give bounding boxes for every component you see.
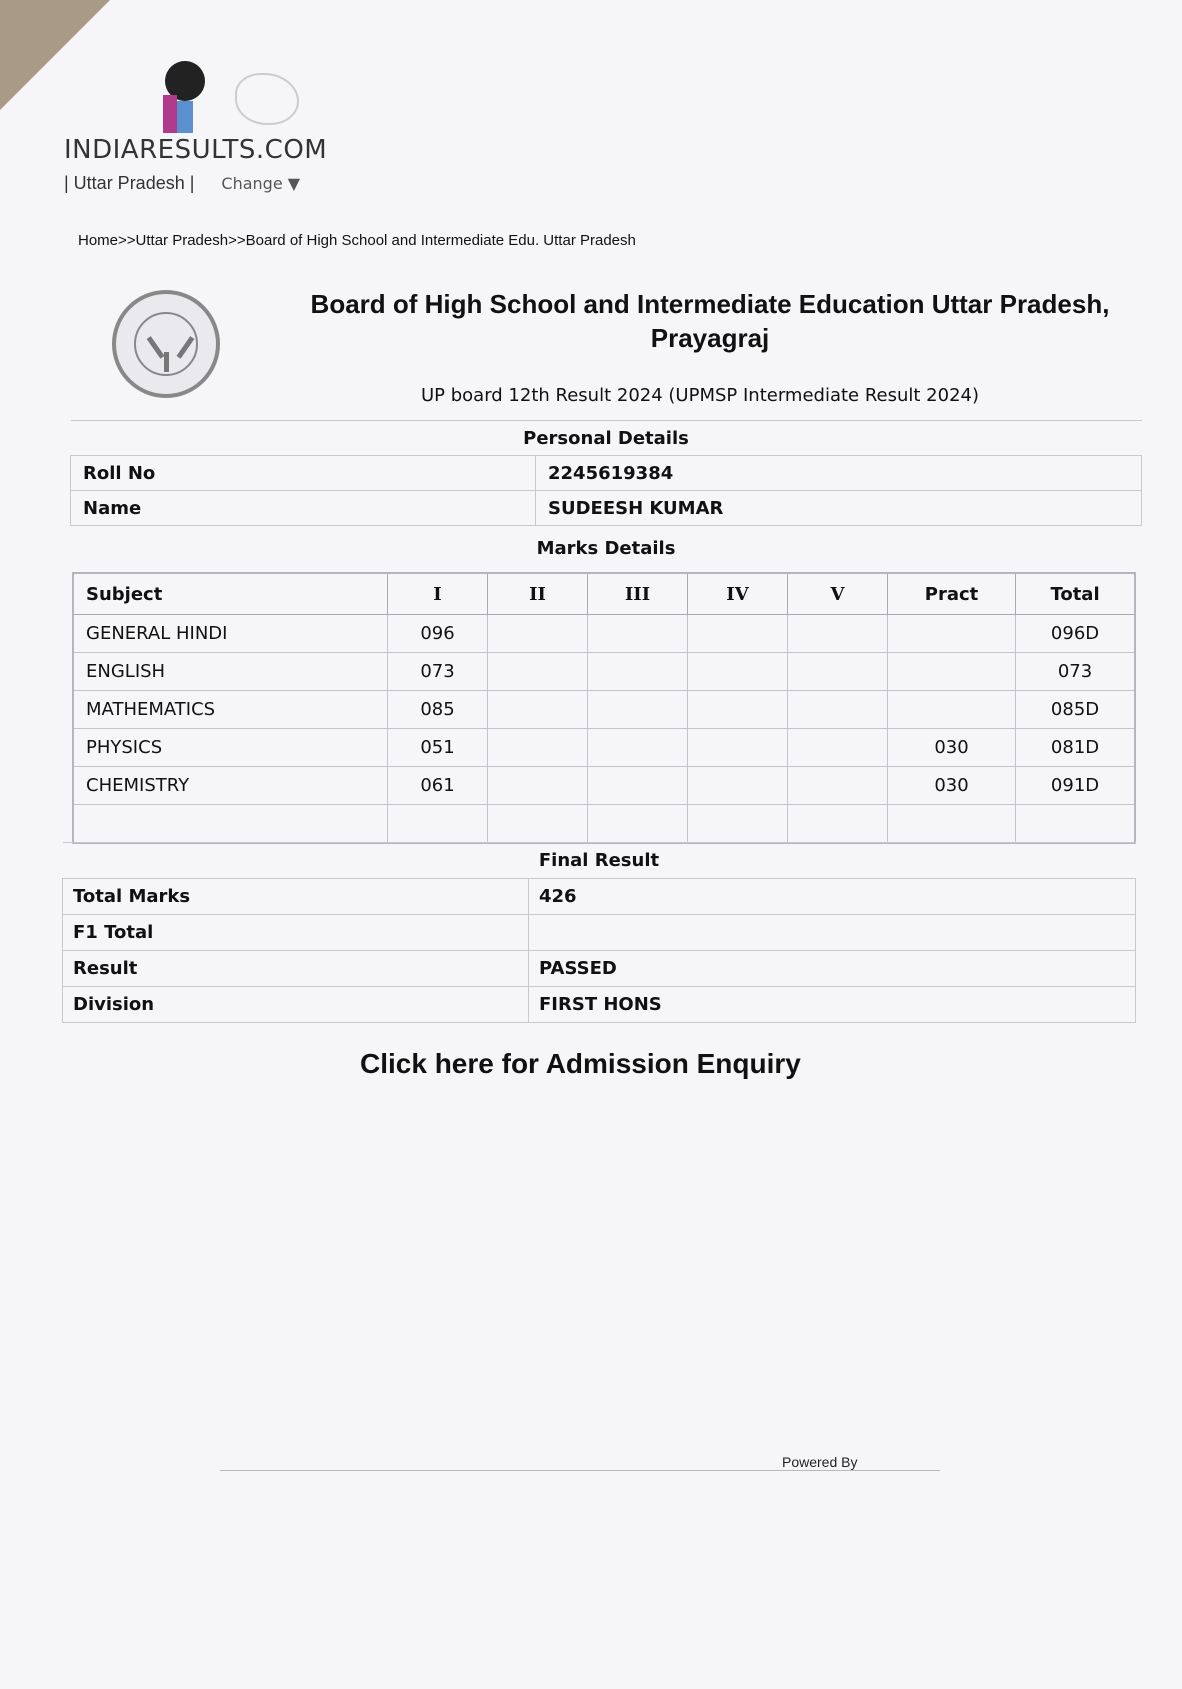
mark-cell bbox=[688, 729, 788, 767]
board-seal-icon bbox=[112, 290, 220, 398]
admission-enquiry-link[interactable]: Click here for Admission Enquiry bbox=[360, 1048, 801, 1079]
breadcrumb-home[interactable]: Home bbox=[78, 232, 119, 249]
mark-cell bbox=[488, 729, 588, 767]
mark-cell bbox=[588, 615, 688, 653]
table-row bbox=[73, 805, 1135, 844]
total-cell: 091D bbox=[1016, 767, 1135, 805]
mark-cell bbox=[588, 805, 688, 844]
up-map-icon bbox=[235, 73, 299, 125]
subject-cell: CHEMISTRY bbox=[73, 767, 388, 805]
footer-divider bbox=[220, 1470, 940, 1471]
mark-cell bbox=[488, 805, 588, 844]
mark-cell bbox=[688, 691, 788, 729]
pract-cell bbox=[888, 691, 1016, 729]
table-row bbox=[73, 691, 1135, 729]
column-header: Subject bbox=[73, 573, 388, 615]
f1-total-value bbox=[529, 915, 1136, 951]
pract-cell: 030 bbox=[888, 729, 1016, 767]
seal-emblem bbox=[134, 312, 198, 376]
mark-cell bbox=[588, 653, 688, 691]
state-label: | Uttar Pradesh | bbox=[64, 173, 195, 193]
table-row bbox=[71, 491, 1142, 526]
table-row bbox=[73, 615, 1135, 653]
marks-header-row bbox=[73, 573, 1135, 615]
logo-figure-accent bbox=[177, 101, 193, 133]
total-cell: 081D bbox=[1016, 729, 1135, 767]
table-row bbox=[63, 843, 1136, 879]
page-subtitle: UP board 12th Result 2024 (UPMSP Intermediate Result 2024) bbox=[420, 385, 980, 406]
breadcrumb bbox=[78, 232, 636, 249]
total-cell: 085D bbox=[1016, 691, 1135, 729]
column-header: I bbox=[388, 573, 488, 615]
pract-cell bbox=[888, 615, 1016, 653]
mark-cell bbox=[788, 615, 888, 653]
mark-cell bbox=[388, 805, 488, 844]
seal-emblem-stroke bbox=[167, 329, 195, 358]
mark-cell: 073 bbox=[388, 653, 488, 691]
total-cell bbox=[1016, 805, 1135, 844]
pract-cell bbox=[888, 653, 1016, 691]
mark-cell bbox=[788, 653, 888, 691]
f1-total-label: F1 Total bbox=[63, 915, 529, 951]
total-marks-value: 426 bbox=[529, 879, 1136, 915]
mark-cell bbox=[788, 767, 888, 805]
pract-cell: 030 bbox=[888, 767, 1016, 805]
table-row bbox=[73, 729, 1135, 767]
subject-cell: MATHEMATICS bbox=[73, 691, 388, 729]
mark-cell bbox=[588, 729, 688, 767]
subject-cell: ENGLISH bbox=[73, 653, 388, 691]
roll-no-label: Roll No bbox=[71, 456, 536, 491]
table-row bbox=[73, 767, 1135, 805]
column-header: II bbox=[488, 573, 588, 615]
mark-cell bbox=[488, 653, 588, 691]
logo-figure-icon bbox=[163, 95, 177, 133]
mark-cell bbox=[488, 767, 588, 805]
mark-cell bbox=[588, 691, 688, 729]
subject-cell: GENERAL HINDI bbox=[73, 615, 388, 653]
name-value: SUDEESH KUMAR bbox=[536, 491, 1142, 526]
mark-cell bbox=[688, 615, 788, 653]
breadcrumb-state[interactable]: Uttar Pradesh bbox=[135, 232, 229, 249]
table-row bbox=[63, 915, 1136, 951]
powered-by-label: Powered By bbox=[782, 1454, 858, 1470]
total-cell: 073 bbox=[1016, 653, 1135, 691]
mark-cell bbox=[688, 653, 788, 691]
logo-text: INDIARESULTS.COM bbox=[64, 135, 328, 165]
page-title: Board of High School and Intermediate Education Uttar Pradesh, Prayagraj bbox=[310, 289, 1110, 353]
table-row bbox=[63, 987, 1136, 1023]
mark-cell: 085 bbox=[388, 691, 488, 729]
seal-emblem-stroke bbox=[164, 352, 169, 372]
mark-cell bbox=[788, 729, 888, 767]
state-selector bbox=[64, 173, 300, 194]
table-row bbox=[63, 951, 1136, 987]
mark-cell bbox=[788, 691, 888, 729]
column-header: V bbox=[788, 573, 888, 615]
breadcrumb-separator: >> bbox=[118, 232, 136, 249]
table-row bbox=[63, 879, 1136, 915]
table-row bbox=[71, 421, 1142, 456]
final-result-heading: Final Result bbox=[63, 843, 1136, 879]
table-row bbox=[71, 456, 1142, 491]
roll-no-value: 2245619384 bbox=[536, 456, 1142, 491]
subject-cell: PHYSICS bbox=[73, 729, 388, 767]
breadcrumb-separator: >> bbox=[228, 232, 246, 249]
mark-cell bbox=[788, 805, 888, 844]
column-header: III bbox=[588, 573, 688, 615]
mark-cell bbox=[488, 615, 588, 653]
division-label: Division bbox=[63, 987, 529, 1023]
mark-cell: 096 bbox=[388, 615, 488, 653]
subject-cell bbox=[73, 805, 388, 844]
name-label: Name bbox=[71, 491, 536, 526]
mark-cell bbox=[588, 767, 688, 805]
mark-cell bbox=[688, 767, 788, 805]
breadcrumb-board[interactable]: Board of High School and Intermediate Edu. Uttar Pradesh bbox=[245, 232, 636, 249]
column-header: IV bbox=[688, 573, 788, 615]
change-state-button[interactable]: Change ▼ bbox=[221, 174, 301, 193]
total-cell: 096D bbox=[1016, 615, 1135, 653]
column-header: Pract bbox=[888, 573, 1016, 615]
column-header: Total bbox=[1016, 573, 1135, 615]
result-value: PASSED bbox=[529, 951, 1136, 987]
personal-details-heading: Personal Details bbox=[71, 421, 1142, 456]
mark-cell: 061 bbox=[388, 767, 488, 805]
personal-details-table bbox=[70, 420, 1142, 526]
final-result-table bbox=[62, 842, 1136, 1023]
total-marks-label: Total Marks bbox=[63, 879, 529, 915]
mark-cell bbox=[488, 691, 588, 729]
pract-cell bbox=[888, 805, 1016, 844]
division-value: FIRST HONS bbox=[529, 987, 1136, 1023]
mark-cell: 051 bbox=[388, 729, 488, 767]
result-label: Result bbox=[63, 951, 529, 987]
marks-table bbox=[72, 572, 1136, 844]
marks-details-heading: Marks Details bbox=[536, 538, 676, 559]
mark-cell bbox=[688, 805, 788, 844]
site-logo[interactable] bbox=[60, 55, 328, 205]
table-row bbox=[73, 653, 1135, 691]
